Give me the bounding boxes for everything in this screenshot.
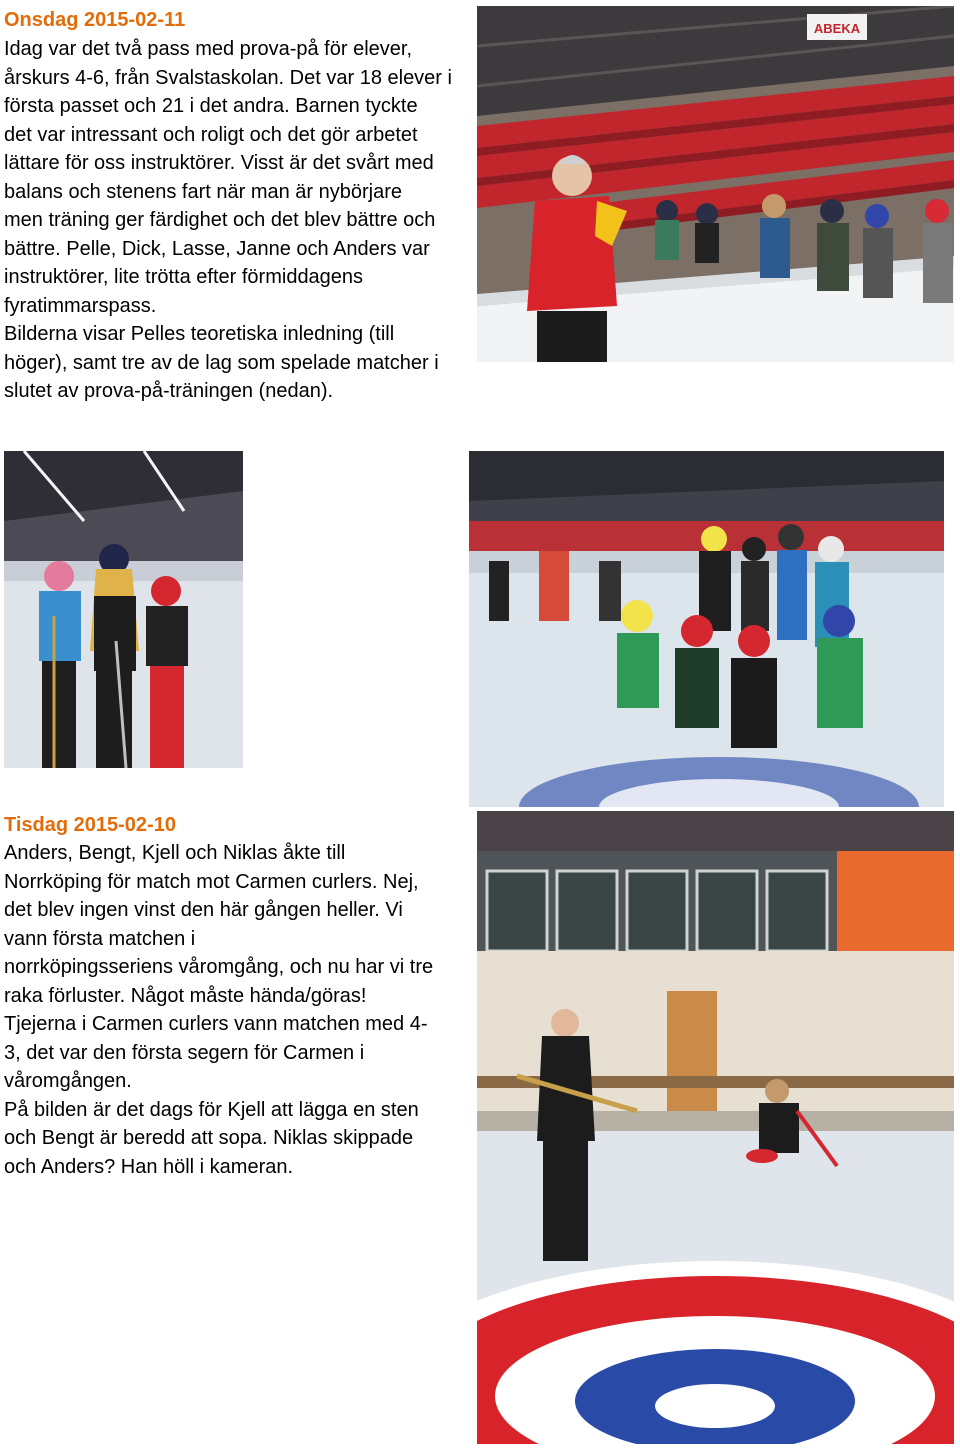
photo-instructor-lecture: [477, 6, 954, 362]
text-line: Anders, Bengt, Kjell och Niklas åkte till: [4, 842, 346, 864]
photo-team-girls: [4, 451, 243, 768]
text-line: instruktörer, lite trötta efter förmiddagens: [4, 266, 364, 288]
photo-match-delivery: [477, 811, 954, 1444]
entry-body-onsdag: [4, 35, 452, 406]
text-line: norrköpingsseriens våromgång, och nu har vi tre: [4, 956, 434, 978]
photo-team-group: [469, 451, 944, 807]
text-line: Tjejerna i Carmen curlers vann matchen med 4-: [4, 1013, 428, 1035]
text-line: höger), samt tre av de lag som spelade matcher i: [4, 351, 439, 374]
text-line: bättre. Pelle, Dick, Lasse, Janne och Anders var: [4, 237, 430, 260]
text-line: våromgången.: [4, 1070, 132, 1092]
entry-heading-onsdag: Onsdag 2015-02-11: [4, 9, 186, 31]
text-line: På bilden är det dags för Kjell att lägga en sten: [4, 1098, 419, 1121]
text-line: Bilderna visar Pelles teoretiska inledning (till: [4, 323, 395, 345]
arena-banner-text: ABEKA: [813, 21, 861, 36]
text-line: och Bengt är beredd att sopa. Niklas skippade: [4, 1127, 414, 1149]
text-line: 3, det var den första segern för Carmen i: [4, 1041, 365, 1064]
text-line: Norrköping för match mot Carmen curlers. Nej,: [4, 870, 419, 893]
text-line: balans och stenens fart när man är nybörjare: [4, 180, 402, 203]
text-line: raka förluster. Något måste hända/göras!: [4, 984, 367, 1007]
text-line: första passet och 21 i det andra. Barnen tyckte: [4, 95, 418, 117]
entry-heading-tisdag: Tisdag 2015-02-10: [4, 814, 176, 836]
text-line: och Anders? Han höll i kameran.: [4, 1155, 294, 1178]
text-line: Idag var det två pass med prova-på för elever,: [4, 38, 412, 60]
text-line: vann första matchen i: [4, 927, 196, 950]
entry-body-tisdag: [4, 839, 433, 1181]
text-line: slutet av prova-på-träningen (nedan).: [4, 380, 334, 402]
text-line: det var intressant och roligt och det gör arbetet: [4, 123, 418, 146]
text-line: årskurs 4-6, från Svalstaskolan. Det var 18 elever i: [4, 66, 452, 89]
text-line: lättare för oss instruktörer. Visst är det svårt med: [4, 152, 434, 174]
text-line: fyratimmarspass.: [4, 294, 157, 317]
text-line: det blev ingen vinst den här gången heller. Vi: [4, 899, 403, 921]
text-line: men träning ger färdighet och det blev bättre och: [4, 209, 436, 231]
